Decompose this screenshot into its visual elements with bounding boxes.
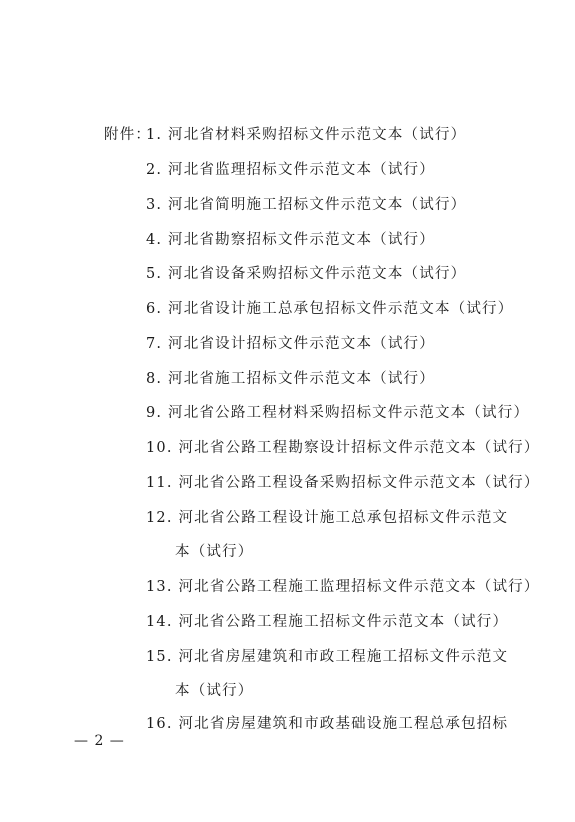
attachment-item-15: 15. 河北省房屋建筑和市政工程施工招标文件示范文 [146,649,509,665]
attachment-item-14: 14. 河北省公路工程施工招标文件示范文本（试行） [146,614,509,630]
attachment-item-2: 2. 河北省监理招标文件示范文本（试行） [146,162,435,178]
attachment-item-6: 6. 河北省设计施工总承包招标文件示范文本（试行） [146,301,514,317]
attachment-item-4: 4. 河北省勘察招标文件示范文本（试行） [146,232,435,248]
attachment-item-15-continuation: 本（试行） [175,683,254,699]
page-number: — 2 — [74,733,125,749]
attachment-item-8: 8. 河北省施工招标文件示范文本（试行） [146,371,435,387]
attachment-item-12: 12. 河北省公路工程设计施工总承包招标文件示范文 [146,510,509,526]
attachment-item-3: 3. 河北省简明施工招标文件示范文本（试行） [146,197,467,213]
attachment-item-7: 7. 河北省设计招标文件示范文本（试行） [146,336,435,352]
attachment-item-9: 9. 河北省公路工程材料采购招标文件示范文本（试行） [146,405,530,421]
attachment-item-16: 16. 河北省房屋建筑和市政基础设施工程总承包招标 [146,716,509,732]
attachment-label: 附件： [104,127,152,143]
attachment-item-1: 1. 河北省材料采购招标文件示范文本（试行） [146,127,467,143]
attachment-item-11: 11. 河北省公路工程设备采购招标文件示范文本（试行） [146,475,540,491]
attachment-item-12-continuation: 本（试行） [175,544,254,560]
attachment-item-10: 10. 河北省公路工程勘察设计招标文件示范文本（试行） [146,440,540,456]
attachment-item-13: 13. 河北省公路工程施工监理招标文件示范文本（试行） [146,579,540,595]
attachment-item-5: 5. 河北省设备采购招标文件示范文本（试行） [146,266,467,282]
